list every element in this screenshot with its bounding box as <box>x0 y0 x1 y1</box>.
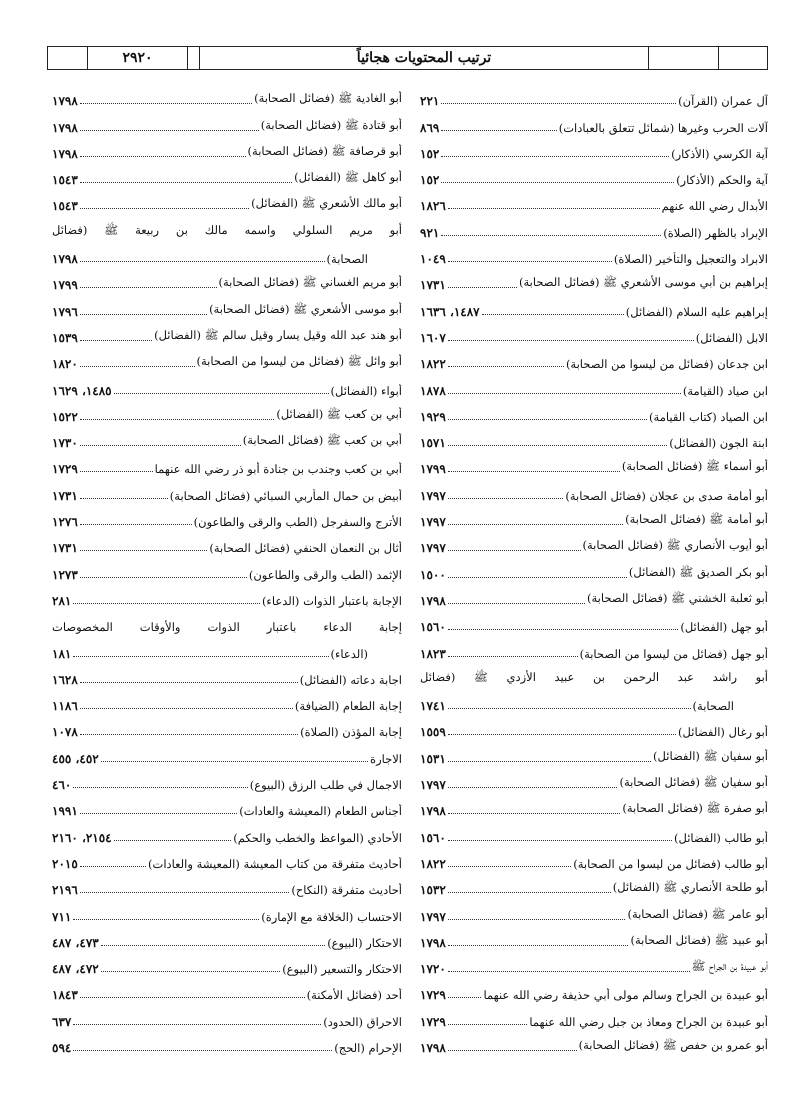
dot-leader <box>73 1050 332 1051</box>
index-entry <box>52 926 402 952</box>
index-entry-page-ref: ١٨٢٢ <box>420 357 446 372</box>
index-entry-page-ref: ٢٢١ <box>420 94 440 109</box>
index-entry-term: ابن جدعان (فضائل من ليسوا من الصحابة) <box>565 357 768 372</box>
index-entry <box>420 847 768 873</box>
index-entry-page-ref: ١٦٠٧ <box>420 330 446 345</box>
index-entry <box>420 400 768 426</box>
dot-leader <box>448 577 627 578</box>
index-entry <box>420 1004 768 1030</box>
index-entry <box>420 926 768 952</box>
index-entry-page-ref: ١٥٧١ <box>420 436 446 451</box>
index-entry-page-ref: ١٧٩٧ <box>420 909 446 924</box>
index-entry-page-ref: ١٧٢٩ <box>52 462 78 477</box>
index-entry-term: أبواء (الفضائل) <box>330 383 402 398</box>
index-entry <box>52 952 402 978</box>
index-entry <box>52 557 402 583</box>
index-entry-page-ref: ١٨١ <box>52 646 72 661</box>
index-entry-term: الإثمد (الطب والرقى والطاعون) <box>248 567 402 582</box>
index-entry-page-ref: ١٧٩٧ <box>420 541 446 556</box>
index-entry-term: أبو أمامة صدى بن عجلان (فضائل الصحابة) <box>565 488 768 503</box>
index-entry-term: إبراهيم بن أبي موسى الأشعري ﷺ (فضائل الصحابة) <box>519 275 768 290</box>
index-entry-page-ref: ١٥٢٢ <box>52 409 78 424</box>
index-entry <box>52 873 402 899</box>
dot-leader <box>448 524 623 525</box>
index-entry-page-ref: ١٧٤١ <box>420 699 446 714</box>
index-entry <box>420 321 768 347</box>
dot-leader <box>448 445 667 446</box>
dot-leader <box>448 945 629 946</box>
index-entry-term: أبو أمامة ﷺ (فضائل الصحابة) <box>625 512 768 527</box>
index-entry <box>52 242 402 268</box>
page-header <box>47 46 768 70</box>
index-entry <box>420 242 768 268</box>
dot-leader <box>80 208 249 209</box>
index-entry-term: أبو موسى الأشعري ﷺ (فضائل الصحابة) <box>209 301 402 316</box>
index-entry-term: أبو سفيان ﷺ (الفضائل) <box>653 748 768 763</box>
index-entry-term: أبو مالك الأشعري ﷺ (الفضائل) <box>251 196 402 211</box>
index-entry <box>420 636 768 662</box>
index-entry-page-ref: ٢١٩٦ <box>52 883 78 898</box>
index-entry <box>420 952 768 978</box>
index-entry-term: أبو صفرة ﷺ (فضائل الصحابة) <box>622 801 768 816</box>
index-entry-page-ref: ١٧٩٨ <box>420 593 446 608</box>
index-entry-page-ref: ١٧٩٧ <box>420 515 446 530</box>
index-entry <box>52 978 402 1004</box>
index-entry-page-ref: ٥٩٤ <box>52 1040 72 1055</box>
dot-leader <box>448 603 585 604</box>
index-entry-term: أبو جهل (الفضائل) <box>680 620 768 635</box>
index-entry <box>420 741 768 767</box>
dot-leader <box>73 656 328 657</box>
index-entry-term: اجابة دعاته (الفضائل) <box>299 672 402 687</box>
index-entry <box>420 794 768 820</box>
index-entry-term: أبو هند عبد الله وقيل يسار وقيل سالم ﷺ (الفضائل) <box>154 327 402 342</box>
index-entry-page-ref: ٤٧٢، ٤٨٧ <box>52 962 99 977</box>
index-entry-page-ref: ١٧٢٩ <box>420 1014 446 1029</box>
index-entry <box>52 663 402 689</box>
index-column-right <box>420 84 768 1057</box>
index-entry <box>420 715 768 741</box>
index-entry-page-ref: ١٥٠٠ <box>420 567 446 582</box>
index-entry-term: إجابة المؤذن (الصلاة) <box>300 725 402 740</box>
index-entry-term: أبو عمرو بن حفص ﷺ (فضائل الصحابة) <box>578 1037 768 1052</box>
index-entry <box>420 610 768 636</box>
dot-leader <box>448 1050 577 1051</box>
index-entry-page-ref: ١٥٣٩ <box>52 330 78 345</box>
index-entry <box>420 1031 768 1057</box>
index-entry-line <box>52 610 402 636</box>
index-entry-page-ref: ١٧٩٧ <box>420 778 446 793</box>
index-entry-term: الاجمال في طلب الرزق (البيوع) <box>249 778 402 793</box>
index-entry <box>52 794 402 820</box>
dot-leader <box>80 340 152 341</box>
header-cell-empty <box>48 47 88 69</box>
index-entry-page-ref: ١٧٣١ <box>52 488 78 503</box>
index-entry-page-ref: ١٧٩٨ <box>52 252 78 267</box>
dot-leader <box>114 840 232 841</box>
dot-leader <box>448 866 571 867</box>
dot-leader <box>73 603 260 604</box>
index-entry-term: الصحابة) <box>692 699 734 714</box>
dot-leader <box>101 971 280 972</box>
dot-leader <box>80 708 293 709</box>
index-entry-page-ref: ١٨٢٢ <box>420 856 446 871</box>
dot-leader <box>80 471 153 472</box>
index-entry <box>52 110 402 136</box>
index-entry <box>52 636 402 662</box>
index-entry-term: أحاديث متفرقة (النكاح) <box>291 883 402 898</box>
dot-leader <box>441 103 676 104</box>
index-entry <box>52 689 402 715</box>
dot-leader <box>448 1024 528 1025</box>
index-entry-term: الاحراق (الحدود) <box>323 1014 402 1029</box>
dot-leader <box>80 997 305 998</box>
index-entry <box>52 268 402 294</box>
index-entry-page-ref: ١٧٩٨ <box>52 120 78 135</box>
dot-leader <box>448 787 618 788</box>
index-entry <box>52 531 402 557</box>
index-entry <box>52 400 402 426</box>
index-entry <box>420 899 768 925</box>
index-entry-page-ref: ١٨٤٣ <box>52 988 78 1003</box>
index-entry-page-ref: ١٥٤٣ <box>52 199 78 214</box>
index-entry-page-ref: ١٧٢٠ <box>420 962 446 977</box>
index-entry-page-ref: ١٢٧٦ <box>52 515 78 530</box>
index-entry-page-ref: ١٩٢٩ <box>420 409 446 424</box>
header-cell-empty <box>188 47 200 69</box>
index-entry <box>52 584 402 610</box>
index-entry-page-ref: ١٧٩٦ <box>52 304 78 319</box>
index-entry <box>52 847 402 873</box>
index-entry-term: آل عمران (القرآن) <box>678 94 768 109</box>
index-entry-page-ref: ١٧٩٨ <box>420 935 446 950</box>
dot-leader <box>80 734 298 735</box>
index-entry <box>420 294 768 320</box>
dot-leader <box>73 1024 321 1025</box>
index-entry-page-ref: ١٨٢٣ <box>420 646 446 661</box>
index-entry-term: أبو ثعلبة الخشني ﷺ (فضائل الصحابة) <box>587 590 768 605</box>
dot-leader <box>441 235 661 236</box>
index-entry-page-ref: ٦٣٧ <box>52 1014 72 1029</box>
index-entry-page-ref: ١٧٣٠ <box>52 436 78 451</box>
index-entry-term: أبو وائل ﷺ (فضائل من ليسوا من الصحابة) <box>196 354 402 369</box>
index-entry-term: الاحتكار (البيوع) <box>327 935 402 950</box>
index-entry-page-ref: ٤٦٠ <box>52 778 72 793</box>
index-entry-page-ref: ٧١١ <box>52 909 72 924</box>
dot-leader <box>448 393 681 394</box>
dot-leader <box>448 971 690 972</box>
index-entry-page-ref: ١٩٩١ <box>52 804 78 819</box>
index-entry-term: أبي بن كعب ﷺ (الفضائل) <box>276 406 402 421</box>
index-entry-term: ابن صياد (القيامة) <box>682 383 768 398</box>
index-entry-term: أبو عامر ﷺ (فضائل الصحابة) <box>627 906 768 921</box>
index-entry-page-ref: ٤٧٣، ٤٨٧ <box>52 935 99 950</box>
index-entry <box>420 768 768 794</box>
index-entry-page-ref: ١٨٢٦ <box>420 199 446 214</box>
index-entry <box>52 452 402 478</box>
index-entry-term: أبي بن كعب ﷺ (فضائل الصحابة) <box>242 433 402 448</box>
index-entry-term: أبو طالب (الفضائل) <box>674 830 768 845</box>
dot-leader <box>448 997 482 998</box>
index-entry-page-ref: ١٥٣١ <box>420 751 446 766</box>
index-entry-page-ref: ١٥٥٩ <box>420 725 446 740</box>
dot-leader <box>448 498 564 499</box>
page-number: ٢٩٢٠ <box>88 47 188 69</box>
dot-leader <box>441 130 556 131</box>
index-entry-term: أبو بكر الصديق ﷺ (الفضائل) <box>628 564 768 579</box>
dot-leader <box>448 419 647 420</box>
index-entry-term: آلات الحرب وغيرها (شمائل تتعلق بالعبادات) <box>558 120 768 135</box>
index-entry-page-ref: ١٧٩٩ <box>420 462 446 477</box>
index-entry-term: أبو قرصافة ﷺ (فضائل الصحابة) <box>247 143 402 158</box>
index-entry-page-ref: ١٧٣١ <box>420 278 446 293</box>
index-entry-page-ref: ١٥٣٢ <box>420 883 446 898</box>
index-entry <box>420 505 768 531</box>
index-entry <box>52 505 402 531</box>
dot-leader <box>80 419 275 420</box>
index-entry <box>420 426 768 452</box>
index-entry <box>52 820 402 846</box>
dot-leader <box>80 498 168 499</box>
index-entry-page-ref: ١٤٨٧، ١٦٣٦ <box>420 304 480 319</box>
index-entry-page-ref: ١٦٢٨ <box>52 672 78 687</box>
index-entry-page-ref: ١٥٤٣ <box>52 173 78 188</box>
dot-leader <box>80 866 146 867</box>
dot-leader <box>80 287 217 288</box>
index-entry-page-ref: ١١٨٦ <box>52 699 78 714</box>
index-entry-term: أبي بن كعب وجندب بن جنادة أبو ذر رضي الله عنهما <box>154 462 402 477</box>
index-entry-page-ref: ٤٥٢، ٤٥٥ <box>52 751 99 766</box>
dot-leader <box>80 813 237 814</box>
index-entry-page-ref: ٨٦٩ <box>420 120 440 135</box>
dot-leader <box>80 366 195 367</box>
index-entry <box>52 137 402 163</box>
index-entry-page-ref: ١٧٩٨ <box>52 94 78 109</box>
index-entry-term: أبو أيوب الأنصاري ﷺ (فضائل الصحابة) <box>582 538 768 553</box>
index-entry <box>420 531 768 557</box>
index-entry-line <box>420 663 768 689</box>
index-entry-term: إجابة الدعاء باعتبار الذوات والأوقات المخصوصات <box>52 620 402 635</box>
dot-leader <box>80 524 192 525</box>
index-entry <box>420 215 768 241</box>
index-entry-term: أبو عبيد ﷺ (فضائل الصحابة) <box>630 932 768 947</box>
index-entry-term: أبو رغال (الفضائل) <box>678 725 768 740</box>
index-entry <box>52 294 402 320</box>
dot-leader <box>448 340 694 341</box>
index-entry-page-ref: ٢١٥٤، ٢١٦٠ <box>52 830 112 845</box>
index-entry-page-ref: ٩٢١ <box>420 225 440 240</box>
index-entry-page-ref: ١٧٩٨ <box>420 804 446 819</box>
index-entry-term: أبو طالب (فضائل من ليسوا من الصحابة) <box>573 856 768 871</box>
index-entry-page-ref: ١٨٢٠ <box>52 357 78 372</box>
index-entry-page-ref: ١٧٩٧ <box>420 488 446 503</box>
dot-leader <box>448 813 621 814</box>
index-entry <box>52 1031 402 1057</box>
index-entry-term: الابل (الفضائل) <box>695 330 768 345</box>
dot-leader <box>448 550 581 551</box>
dot-leader <box>482 314 624 315</box>
dot-leader <box>101 945 325 946</box>
index-entry <box>420 584 768 610</box>
index-entry-page-ref: ١٧٩٩ <box>52 278 78 293</box>
index-entry <box>420 478 768 504</box>
index-entry <box>420 873 768 899</box>
dot-leader <box>448 287 517 288</box>
index-entry-page-ref: ١٥٦٠ <box>420 830 446 845</box>
dot-leader <box>80 892 290 893</box>
index-entry-term: الاحتكار والتسعير (البيوع) <box>282 962 402 977</box>
dot-leader <box>80 314 207 315</box>
index-entry <box>420 137 768 163</box>
index-entry <box>420 452 768 478</box>
index-entry-page-ref: ٢٨١ <box>52 593 72 608</box>
index-entry-term: أبيض بن حمال المأربي السبائي (فضائل الصحابة) <box>169 488 402 503</box>
index-entry-term: أبو مريم السلولي واسمه مالك بن ربيعة ﷺ (فضائل <box>52 222 402 237</box>
index-entry <box>52 426 402 452</box>
index-entry-page-ref: ١٢٧٣ <box>52 567 78 582</box>
dot-leader <box>448 892 611 893</box>
dot-leader <box>80 577 247 578</box>
index-entry-term: أبو أسماء ﷺ (فضائل الصحابة) <box>621 459 768 474</box>
index-entry-term: أبو الغادية ﷺ (فضائل الصحابة) <box>254 91 402 106</box>
index-entry <box>420 347 768 373</box>
dot-leader <box>80 156 246 157</box>
index-entry <box>52 715 402 741</box>
dot-leader <box>73 919 259 920</box>
index-entry <box>420 189 768 215</box>
index-entry-term: إبراهيم عليه السلام (الفضائل) <box>625 304 768 319</box>
index-entry-page-ref: ١٠٧٨ <box>52 725 78 740</box>
dot-leader <box>448 629 679 630</box>
index-entry-term: أبو سفيان ﷺ (فضائل الصحابة) <box>619 775 768 790</box>
index-entry-term: الأبدال رضي الله عنهم <box>661 199 768 214</box>
index-entry-term: أحاديث متفرقة من كتاب المعيشة (المعيشة والعادات) <box>148 856 402 871</box>
index-entry-page-ref: ١٥٢ <box>420 173 440 188</box>
index-entry-term: أبو عبيدة بن الجراح ﷺ <box>691 959 768 974</box>
dot-leader <box>80 130 259 131</box>
index-entry <box>52 741 402 767</box>
index-entry-term: أبو راشد عبد الرحمن بن عبيد الأزدي ﷺ (فضائل <box>420 669 768 684</box>
index-entry-page-ref: ٢٠١٥ <box>52 856 78 871</box>
dot-leader <box>448 734 676 735</box>
dot-leader <box>73 787 247 788</box>
header-cell-empty <box>649 47 719 69</box>
dot-leader <box>448 656 578 657</box>
index-entry-term: الإبراد بالظهر (الصلاة) <box>663 225 768 240</box>
dot-leader <box>448 261 612 262</box>
index-entry-term: أحد (فضائل الأمكنة) <box>306 988 402 1003</box>
index-entry-term: أبو عبيدة بن الجراح وسالم مولى أبي حذيفة رضي الله عنهما <box>483 988 768 1003</box>
index-entry-page-ref: ١٧٩٨ <box>52 146 78 161</box>
index-entry-term: الإجابة باعتبار الذوات (الدعاء) <box>261 593 402 608</box>
index-entry <box>52 1004 402 1030</box>
index-entry-term: أبو قتادة ﷺ (فضائل الصحابة) <box>260 117 402 132</box>
dot-leader <box>441 156 669 157</box>
index-entry <box>52 84 402 110</box>
index-entry <box>420 689 768 715</box>
dot-leader <box>114 393 329 394</box>
dot-leader <box>448 366 564 367</box>
dot-leader <box>80 550 208 551</box>
index-entry <box>420 84 768 110</box>
index-entry <box>420 110 768 136</box>
index-column-left <box>52 84 402 1057</box>
index-entry-term: ابنة الجون (الفضائل) <box>669 436 768 451</box>
index-entry-term: (الدعاء) <box>330 646 368 661</box>
index-entry-term: آية الكرسي (الأذكار) <box>671 146 768 161</box>
index-entry-term: الأترج والسفرجل (الطب والرقى والطاعون) <box>193 515 402 530</box>
index-entry <box>420 820 768 846</box>
dot-leader <box>448 840 672 841</box>
index-entry-term: الابراد والتعجيل والتأخير (الصلاة) <box>613 252 768 267</box>
dot-leader <box>448 919 626 920</box>
dot-leader <box>448 208 660 209</box>
index-entry-page-ref: ١٥٦٠ <box>420 620 446 635</box>
dot-leader <box>441 182 674 183</box>
index-entry <box>52 163 402 189</box>
index-entry-term: أبو مريم الغساني ﷺ (فضائل الصحابة) <box>218 275 402 290</box>
dot-leader <box>80 182 292 183</box>
index-entry <box>52 347 402 373</box>
index-entry-term: أبو كاهل ﷺ (الفضائل) <box>294 170 402 185</box>
index-entry <box>420 268 768 294</box>
index-entry <box>52 189 402 215</box>
index-entry-term: آية والحكم (الأذكار) <box>676 173 768 188</box>
index-entry <box>420 373 768 399</box>
index-entry-term: أبو جهل (فضائل من ليسوا من الصحابة) <box>579 646 768 661</box>
index-entry-term: أبو طلحة الأنصاري ﷺ (الفضائل) <box>612 880 768 895</box>
index-entry <box>52 373 402 399</box>
page-title: ترتيب المحتويات هجائياً <box>200 47 649 69</box>
index-entry-term: إجابة الطعام (الضيافة) <box>294 699 402 714</box>
index-entry <box>52 899 402 925</box>
index-entry-term: الإحرام (الحج) <box>334 1040 402 1055</box>
index-entry-term: الاجارة <box>370 751 402 766</box>
index-entry-page-ref: ١٧٣١ <box>52 541 78 556</box>
index-entry-line <box>52 215 402 241</box>
index-entry-page-ref: ١٤٨٥، ١٦٢٩ <box>52 383 112 398</box>
index-entry <box>420 978 768 1004</box>
index-entry-term: أجناس الطعام (المعيشة والعادات) <box>239 804 402 819</box>
index-entry <box>52 321 402 347</box>
index-entry-term: أثال بن النعمان الحنفي (فضائل الصحابة) <box>209 541 402 556</box>
index-entry-page-ref: ١٥٢ <box>420 146 440 161</box>
index-entry-term: أبو عبيدة بن الجراح ومعاذ بن جبل رضي الله عنهما <box>529 1014 768 1029</box>
dot-leader <box>448 761 651 762</box>
dot-leader <box>80 261 325 262</box>
dot-leader <box>101 761 368 762</box>
index-entry-term: الصحابة) <box>326 252 368 267</box>
index-entry-page-ref: ١٨٧٨ <box>420 383 446 398</box>
index-entry <box>52 478 402 504</box>
dot-leader <box>80 682 298 683</box>
index-entry <box>52 768 402 794</box>
index-entry-page-ref: ١٧٢٩ <box>420 988 446 1003</box>
index-entry-term: الاحتساب (الخلافة مع الإمارة) <box>261 909 402 924</box>
index-entry-term: الأحادي (المواعظ والخطب والحكم) <box>233 830 402 845</box>
dot-leader <box>448 708 691 709</box>
dot-leader <box>80 103 252 104</box>
index-entry-page-ref: ١٠٤٩ <box>420 252 446 267</box>
index-entry-page-ref: ١٧٩٨ <box>420 1040 446 1055</box>
index-entry <box>420 557 768 583</box>
header-cell-empty <box>719 47 767 69</box>
dot-leader <box>448 471 620 472</box>
dot-leader <box>80 445 241 446</box>
index-entry <box>420 163 768 189</box>
index-entry-term: ابن الصياد (كتاب القيامة) <box>649 409 768 424</box>
